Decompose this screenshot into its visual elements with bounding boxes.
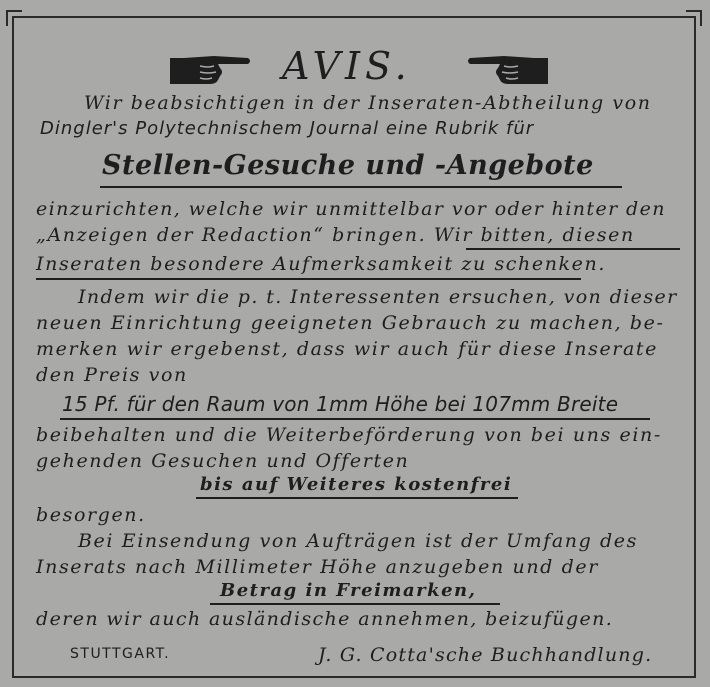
text-line: Wir beabsichtigen in der Inseraten-Abtheilung von [84,92,652,114]
price-underline [60,418,650,420]
text-line: neuen Einrichtung geeigneten Gebrauch zu machen, be- [36,312,665,334]
price-line: 15 Pf. für den Raum von 1mm Höhe bei 107mm Breite [62,392,619,416]
text-line: gehenden Gesuchen und Offerten [36,450,410,472]
amount-underline [210,603,500,605]
section-heading: Stellen-Gesuche und -Angebote [102,150,594,181]
frame-corner-ornament [686,10,702,26]
pointing-hand-left-icon [466,52,548,88]
text-line: den Preis von [36,364,188,386]
heading-underline [100,186,622,188]
text-line: merken wir ergebenst, dass wir auch für diese Inserate [36,338,658,360]
pointing-hand-right-icon [170,52,252,88]
text-line: Bei Einsendung von Aufträgen ist der Umfang des [78,530,638,552]
emphasis-underline [466,248,680,250]
notice-title: AVIS. [282,44,412,88]
text-line: Dingler's Polytechnischem Journal eine Rubrik für [40,118,535,139]
publisher-name: J. G. Cotta'sche Buchhandlung. [318,644,653,666]
text-line: Inserats nach Millimeter Höhe anzugeben und der [36,556,599,578]
text-line: Indem wir die p. t. Interessenten ersuchen, von dieser [78,286,678,308]
text-line: „Anzeigen der Redaction“ bringen. Wir bitten, diesen [36,224,635,246]
text-line: deren wir auch ausländische annehmen, beizufügen. [36,608,614,630]
text-line: beibehalten und die Weiterbeförderung von bei uns ein- [36,424,662,446]
amount-notice: Betrag in Freimarken, [220,580,477,601]
free-notice: bis auf Weiteres kostenfrei [200,474,513,495]
frame-corner-ornament [6,10,22,26]
city-label: STUTTGART. [70,646,171,662]
text-line: einzurichten, welche wir unmittelbar vor oder hinter den [36,198,666,220]
emphasis-underline [36,278,581,280]
text-line: Inseraten besondere Aufmerksamkeit zu schenken. [36,253,606,275]
free-underline [196,497,518,499]
text-line: besorgen. [36,504,146,526]
